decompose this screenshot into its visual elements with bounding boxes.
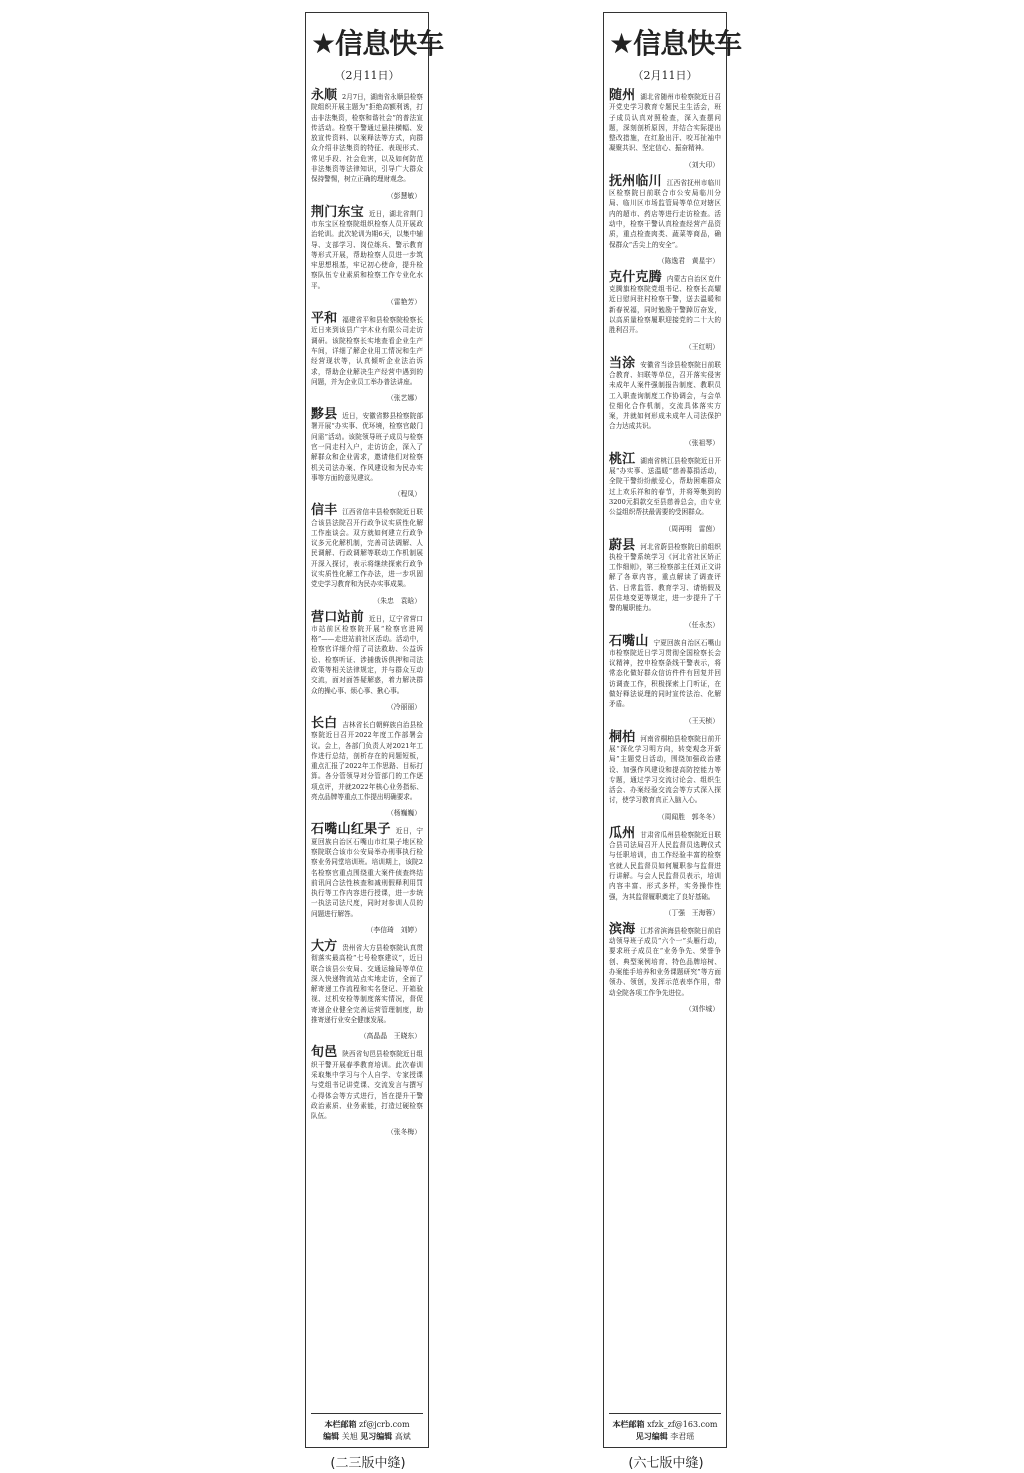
article-author: （张祖琴） [685,438,719,447]
mailbox-label: 本栏邮箱 [324,1420,357,1429]
article [609,921,721,1013]
article-head: 桃江 [609,451,636,467]
article [609,537,721,629]
article-body: 2月7日，湖南省永顺县检察院组织开展主题为“拒绝高额利诱，打击非法集资，检察和谐社会”的普法宣传活动。检察干警通过悬挂横幅、发放宣传资料、以案释法等方式，向群众介绍非法集资的特征、表现形式、常见手段、社会危害，以及如何防范非法集资等法律知识，引导广大群众保持警惕，树立正确的理财观念。 [311,93,423,184]
article-head: 滨海 [609,921,636,937]
article-author: （王天桢） [685,716,719,725]
right-column [603,12,742,1448]
article-head: 克什克腾 [609,269,662,285]
column-date: （2月11日） [632,69,698,82]
article-head: 大方 [311,939,338,954]
article-body: 吉林省长白朝鲜族自治县检察院近日召开2022年度工作部署会议。会上，各部门负责人对2021年工作进行总结，剖析存在的问题短板，重点汇报了2022年工作思路、目标打算。各分管领导对分管部门的工作逐项点评，并就2022年核心业务指标、亮点品牌等重点工作提出明确要求。 [311,720,423,802]
article [609,269,721,351]
article-author: （张艺娜） [387,394,421,403]
article-head: 石嘴山红果子 [311,822,391,838]
article-head: 当涂 [609,355,636,371]
intern-editor-name: 李君瑶 [670,1432,695,1441]
article-head: 营口站前 [311,609,364,625]
article [311,1045,423,1137]
article [609,355,721,447]
article-author: （杨巍巍） [387,809,421,818]
article-head: 信丰 [311,503,338,519]
column-title: ★信息快车 [609,27,742,60]
article-head: 随州 [609,88,636,103]
article-body: 甘肃省瓜州县检察院近日联合县司法局召开人民监督员选聘仪式与任职培训，由工作经验丰富的检察官就人民监督员如何履职参与监督进行讲解。与会人民监督员表示，培训内容丰富、形式多样，实务操作性强，为其监督履职奠定了良好基础。 [609,830,721,901]
column-footer [311,1413,423,1443]
gutter-caption: (六七版中缝) [628,1456,704,1471]
column-footer [609,1413,721,1443]
article [609,729,721,821]
article-body: 近日，辽宁省营口市站前区检察院开展“检察官进网格”——走进站前社区活动。活动中，检察官详细介绍了司法救助、公益诉讼、检察听证、涉捕俄诉俱押和司法政策等相关法律规定，并与群众互动交流，面对面答疑解惑，着力解决群众的操心事、烦心事、揪心事。 [311,614,423,695]
intern-editor-label: 见习编辑 [360,1432,393,1441]
article-author: （雷艳芳） [387,298,421,307]
intern-editor-label: 见习编辑 [635,1432,668,1441]
article [311,204,423,307]
article-body: 内蒙古自治区克什克腾旗检察院党组书记、检察长高耀近日慰问驻村检察干警，送去温暖和新春祝福，同时勉励干警踔厉奋发，以高质量检察履职迎接党的二十大的胜利召开。 [609,274,721,335]
article-body: 江苏省滨海县检察院日前启动领导班子成员“六个一”头雁行动，要求班子成员在“业务争先、荣誉争创、典型案例培育、特色品牌培树、办案能手培养和业务课题研究”等方面领办、领创，发挥示范表率作用，带动全院各项工作争先进位。 [609,926,721,997]
article [609,88,721,169]
article [311,311,423,403]
article-author: （任永杰） [685,620,719,629]
mailbox-address[interactable]: zf@jcrb.com [359,1420,410,1429]
article-head: 石嘴山 [609,633,649,649]
article-body: 河北省蔚县检察院日前组织执检干警系统学习《河北省社区矫正工作细则》，第三检察部主任刘正文讲解了各章内容，重点解读了调查评估、日常监管、教育学习、请销假及居住地变更等规定，进一步提升了干警的履职能力。 [609,542,721,613]
article-author: （刘大印） [685,160,719,169]
article [609,451,721,533]
article-body: 近日，宁夏回族自治区石嘴山市红果子地区检察院联合该市公安局举办刑事执行检察业务同堂培训班。培训期上，该院2名检察官重点围绕重大案件侦查终结前讯问合法性核查和减刑假释利用罚执行等工作内容进行授课，进一步统一执法司法尺度，同时对参训人员的问题进行解答。 [311,827,423,918]
intern-editor-name: 高斌 [394,1432,411,1441]
left-column [305,12,444,1448]
article-head: 长白 [311,715,338,731]
article [609,173,721,265]
article-head: 瓜州 [609,825,636,841]
article-author: （周闻胜 郭冬冬） [657,812,719,821]
gutter-caption: (二三版中缝) [330,1456,406,1471]
article-head: 荆门东宝 [311,204,364,220]
article-author: （彭慧敏） [387,191,421,200]
article-head: 桐柏 [609,729,636,745]
article-body: 河南省桐柏县检察院日前开展“深化学习明方向，转变观念开新局”主题党日活动，围绕加强政治建设、加强作风建设和提高防控能力等专题，通过学习交流讨论会、组织生活会、办案经验交流会等方式深入探讨，使学习教育真正入脑入心。 [609,734,721,805]
article [311,939,423,1041]
article-body: 贵州省大方县检察院认真贯彻落实最高检“七号检察建议”，近日联合该县公安局、交通运输局等单位深入快递物流站点实地走访，全面了解寄递工作流程和实名登记、开箱验视、过机安检等制度落实情况，督促寄递企业健全完善运营管理制度，助推寄递行业安全健康发展。 [311,944,423,1025]
article-body: 安徽省当涂县检察院日前联合教育、妇联等单位，召开落实侵害未成年人案件强制报告制度、教职员工入职查询制度工作协调会，与会单位细化合作机制，交流具体落实方案，并就如何形成未成年人司法保护合力达成共识。 [609,360,721,431]
article-body: 湖南省桃江县检察院近日开展“办实事、送温暖”慈善募捐活动，全院干警纷纷献爱心，帮助困难群众过上欢乐祥和的春节，并将筹集到的3200元捐款交至县慈善总会，由专业公益组织帮扶最需要的受困群众。 [609,456,721,517]
article-body: 福建省平和县检察院检察长近日来到该县广宇木业有限公司走访调研。该院检察长实地查看企业生产车间，详细了解企业用工情况和生产经营现状等，认真倾听企业法治诉求，帮助企业解决生产经营中遇到的问题，并为企业员工举办普法讲座。 [311,316,423,386]
article [311,503,423,605]
article-body: 近日，湖北省荆门市东宝区检察院组织检察人员开展政治轮训。此次轮训为期6天，以集中辅导、支部学习、岗位练兵、警示教育等形式开展，帮助检察人员进一步筑牢思想根基，牢记初心使命，提升检察队伍专业素质和检察工作专业化水平。 [311,209,423,290]
article [609,825,721,917]
article-author: （丁强 王海蓉） [664,908,719,917]
article-author: （冷丽丽） [387,702,421,711]
article-author: （周再明 雷茵） [664,524,719,533]
article-author: （程凤） [393,490,421,499]
article-author: （朱忠 袁晗） [373,596,421,605]
article-author: （刘作城） [685,1004,719,1013]
article-author: （陈逸君 黄星宇） [657,256,719,265]
article-body: 江西省抚州市临川区检察院日前联合市公安局临川分局、临川区市场监管局等单位对辖区内的超市、药店等进行走访检查。活动中，检察干警认真检查经营产品资质，重点检查肉类、蔬菜等商品，确保群众“舌尖上的安全”。 [609,178,721,249]
article-body: 宁夏回族自治区石嘴山市检察院近日学习贯彻全国检察长会议精神，控申检察条线干警表示，将常态化做好群众信访件件有回复并回访调查工作，积极探索上门听证，在做好释法说理的同时宣传法治、化解矛盾。 [609,638,721,709]
article [311,88,423,200]
article-head: 黟县 [311,407,338,423]
mailbox-label: 本栏邮箱 [612,1420,645,1429]
article-author: （高晶晶 王晓东） [359,1032,421,1041]
column-date: （2月11日） [334,69,400,82]
column-title: ★信息快车 [311,27,444,60]
article-body: 近日，安徽省黟县检察院部署开展“办实事、优环境，检察官敲门问需”活动。该院领导班子成员与检察官一同走村入户，走访访企，深入了解群众和企业需求，邀请他们对检察机关司法办案、作风建设和为民办实事等方面的意见建议。 [311,412,423,482]
article-body: 湖北省随州市检察院近日召开党史学习教育专题民主生活会，班子成员认真对照检查，深入查摆问题，深刻剖析原因，并结合实际提出整改措施，在红脸出汗、咬耳扯袖中凝聚共识、坚定信心、振奋精神。 [609,93,721,153]
article-head: 旬邑 [311,1045,338,1061]
article-body: 陕西省旬邑县检察院近日组织干警开展春季教育培训。此次春训采取集中学习与个人自学、专家授课与党组书记讲党课、交流发言与撰写心得体会等方式进行，旨在提升干警政治素质、业务素能，打造过硬检察队伍。 [311,1050,423,1121]
article [609,633,721,725]
editor-label: 编辑 [323,1432,340,1441]
article-author: （王红明） [685,342,719,351]
article-head: 平和 [311,311,338,327]
article-head: 永顺 [311,88,338,103]
article [311,715,423,818]
article [311,407,423,499]
article [311,609,423,711]
article-head: 抚州临川 [609,173,662,189]
article-author: （张冬梅） [387,1128,421,1137]
article [311,822,423,934]
mailbox-address[interactable]: xfzk_zf@163.com [647,1420,718,1429]
editor-name: 关旭 [341,1432,358,1441]
article-head: 蔚县 [609,537,636,553]
article-author: （李信琦 刘婷） [366,926,421,934]
article-body: 江西省信丰县检察院近日联合该县法院召开行政争议实质性化解工作座谈会。双方就如何建立行政争议多元化解机制，完善司法调解、人民调解、行政调解等联动工作机制展开深入探讨，表示将继续探索行政争议实质性化解工作办法，进一步巩固党史学习教育和为民办实事成果。 [311,508,423,589]
